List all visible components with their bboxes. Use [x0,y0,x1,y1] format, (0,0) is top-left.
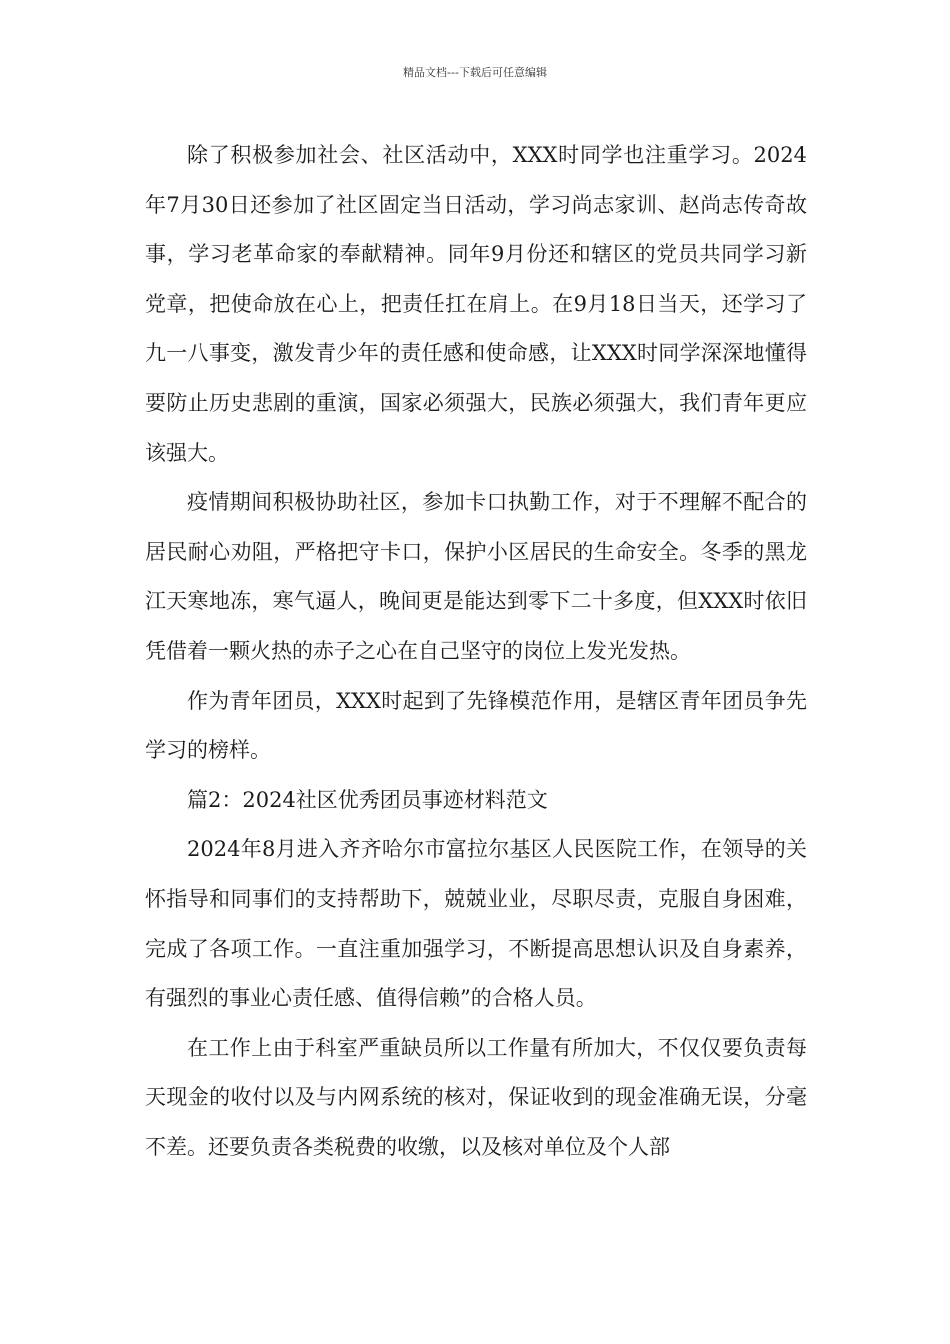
paragraph-hospital-work: 2024年8月进入齐齐哈尔市富拉尔基区人民医院工作，在领导的关怀指导和同事们的支持帮助下，兢兢业业，尽职尽责，克服自身困难，完成了各项工作。一直注重加强学习，不断提高思想认识及自身素养，有强烈的事业心责任感、值得信赖”的合格人员。 [145,837,807,1011]
page-header: 精品文档---下载后可任意编辑 [403,66,547,79]
document-body [145,131,807,1172]
paragraph-workload: 在工作上由于科室严重缺员所以工作量有所加大，不仅仅要负责每天现金的收付以及与内网系统的核对，保证收到的现金准确无误，分毫不差。还要负责各类税费的收缴，以及核对单位及个人部 [145,1035,807,1159]
paragraph-role-model: 作为青年团员，XXX时起到了先锋模范作用，是辖区青年团员争先学习的榜样。 [145,688,807,763]
paragraph-study-activities: 除了积极参加社会、社区活动中，XXX时同学也注重学习。2024年7月30日还参加了社区固定当日活动，学习尚志家训、赵尚志传奇故事，学习老革命家的奉献精神。同年9月份还和辖区的党员共同学习新党章，把使命放在心上，把责任扛在肩上。在9月18日当天，还学习了九一八事变，激发青少年的责任感和使命感，让XXX时同学深深地懂得要防止历史悲剧的重演，国家必须强大，民族必须强大，我们青年更应该强大。 [145,143,807,465]
section-heading: 篇2：2024社区优秀团员事迹材料范文 [187,787,548,812]
paragraph-epidemic-duty: 疫情期间积极协助社区，参加卡口执勤工作，对于不理解不配合的居民耐心劝阻，严格把守卡口，保护小区居民的生命安全。冬季的黑龙江天寒地冻，寒气逼人，晚间更是能达到零下二十多度，但XXX时依旧凭借着一颗火热的赤子之心在自己坚守的岗位上发光发热。 [145,490,807,663]
